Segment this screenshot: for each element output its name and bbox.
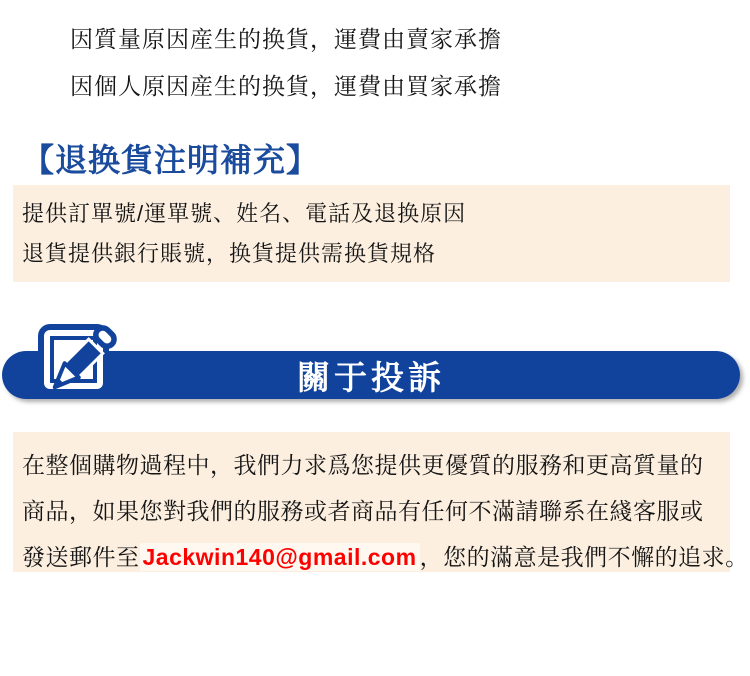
intro-line-personal-exchange: 因個人原因産生的换貨，運費由買家承擔 — [70, 73, 502, 99]
email-link[interactable]: Jackwin140@gmail.com — [140, 543, 420, 571]
complaint-body-line-3-suffix: ，您的滿意是我們不懈的追求。 — [419, 544, 749, 570]
complaint-body-line-2: 商品，如果您對我們的服務或者商品有任何不滿請聯系在綫客服或 — [22, 498, 704, 524]
returns-note-box — [13, 185, 730, 282]
complaint-body-box — [13, 432, 749, 572]
complaint-body-line-3-prefix: 發送郵件至 — [22, 544, 140, 570]
returns-note-line-order-info: 提供訂單號/運單號、姓名、電話及退换原因 — [22, 201, 467, 226]
complaint-body-line-3 — [22, 534, 749, 580]
returns-supplement-heading: 【退换貨注明補充】 — [22, 142, 320, 178]
complaint-body-line-1: 在整個購物過程中，我們力求爲您提供更優質的服務和更高質量的 — [22, 452, 704, 478]
returns-note-line-bank-info: 退貨提供銀行賬號，换貨提供需换貨規格 — [22, 241, 437, 266]
complaint-banner-title: 關于投訴 — [297, 358, 445, 396]
intro-line-quality-exchange: 因質量原因産生的换貨，運費由賣家承擔 — [70, 26, 502, 52]
pencil-edit-icon — [36, 311, 116, 397]
